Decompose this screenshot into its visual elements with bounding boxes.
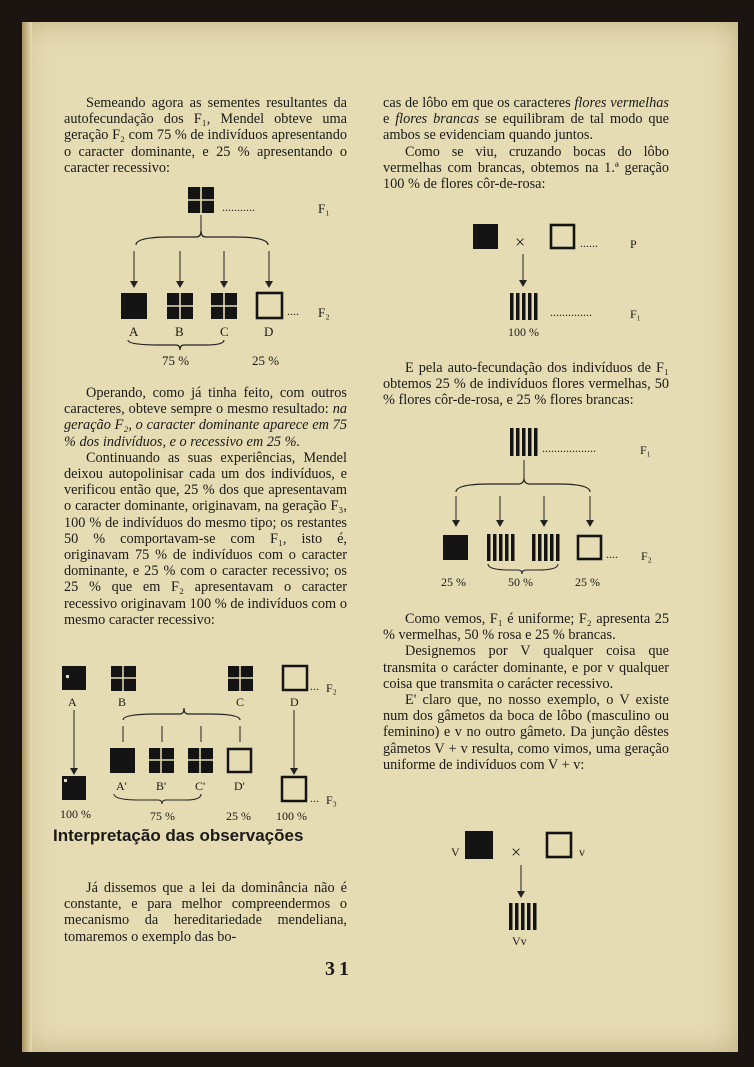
svg-text:..................: .................. xyxy=(542,441,596,455)
svg-text:D: D xyxy=(290,695,299,709)
svg-text:100 %: 100 % xyxy=(276,809,307,823)
f2-white-individual xyxy=(578,536,601,559)
section-heading: Interpretação das observações xyxy=(53,826,304,845)
svg-text:25 %: 25 % xyxy=(226,809,251,823)
svg-text:A: A xyxy=(129,324,139,339)
label-f1: F₁ xyxy=(318,201,330,216)
f3-individual-c-prime xyxy=(188,748,213,773)
label-v: v xyxy=(579,845,585,859)
left-column-top xyxy=(64,95,347,176)
paragraph: Semeando agora as sementes resultantes da autofecundação dos F₁, Mendel obteve uma geração F₂ com 75 % de indivíduos apresentando o caracter dominante, e 25 % apresentando o caracter recessivo: xyxy=(64,95,347,176)
top-d-individual xyxy=(283,666,307,690)
dominant-gamete xyxy=(465,831,493,859)
cross-symbol: × xyxy=(515,232,526,252)
dotted-leader: ........... xyxy=(222,200,255,214)
label-p: P xyxy=(630,237,637,251)
svg-text:....: .... xyxy=(606,547,618,561)
page-spine-shadow xyxy=(22,22,32,1052)
top-c-individual xyxy=(228,666,253,691)
svg-text:C: C xyxy=(236,695,245,709)
right-column-top: cas de lôbo em que os caracteres flores vermelhas e flores brancas se equilibram de tal modo que ambos se evidenciam quando juntos. Como se viu, cruzando bocas do lôbo vermelhas com brancas, obtemos na 1.ª geração 100 % de flores côr-de-rosa: xyxy=(383,95,669,193)
f2-pink-individual-2 xyxy=(532,534,560,561)
svg-text:25 %: 25 % xyxy=(575,575,600,589)
f3-individual-d-prime xyxy=(228,749,251,772)
svg-text:D: D xyxy=(264,324,274,339)
f1-individual xyxy=(188,187,214,213)
white-parent xyxy=(551,225,574,248)
label-Vv: Vv xyxy=(512,934,527,948)
red-parent xyxy=(473,224,498,249)
svg-text:...: ... xyxy=(310,679,319,693)
recessive-gamete xyxy=(547,833,571,857)
top-a-individual xyxy=(62,666,86,690)
svg-text:B: B xyxy=(118,695,127,709)
top-b-individual xyxy=(111,666,136,691)
page-number: 31 xyxy=(325,958,353,980)
svg-text:...: ... xyxy=(310,791,319,805)
svg-text:50 %: 50 % xyxy=(508,575,533,589)
f2-pink-individual-1 xyxy=(487,534,515,561)
label-f1: F₁ xyxy=(630,307,641,321)
svg-text:..............: .............. xyxy=(550,305,592,319)
diagram-self-fertilisation xyxy=(438,424,670,592)
svg-text:A': A' xyxy=(116,779,127,793)
f2-individual-c xyxy=(211,293,237,319)
hybrid-individual xyxy=(509,903,537,930)
svg-text:....: .... xyxy=(287,304,299,318)
diagram-gametes-union xyxy=(448,825,608,950)
f3-individual-a-prime xyxy=(110,748,135,773)
f3-individual-a-line xyxy=(62,776,86,800)
svg-text:A: A xyxy=(68,695,77,709)
f3-individual-d-line xyxy=(282,777,306,801)
right-column-middle: E pela auto-fecundação dos indivíduos de F₁ obtemos 25 % de indivíduos flores vermelhas, 50 % flores côr-de-rosa, e 25 % flores brancas: xyxy=(383,360,669,409)
label-f2: F₂ xyxy=(318,305,330,320)
f1-pink-parent xyxy=(510,428,538,456)
arrows xyxy=(134,251,269,283)
f3-individual-b-prime xyxy=(149,748,174,773)
svg-text:......: ...... xyxy=(580,236,598,250)
right-column-bottom: Como vemos, F₁ é uniforme; F₂ apresenta 25 % vermelhas, 50 % rosa e 25 % brancas. Designemos por V qualquer coisa que transmita o carácter dominante, e por v qualquer coisa que transmita o carácter recessivo. E' claro que, no nosso exemplo, o V existe num dos gâmetos da boca de lôbo (masculino ou feminino) e v no outro gâmeto. Da junção dêstes gâmetos V + v resulta, como vimos, uma geração uniforme de indivíduos com V + v: xyxy=(383,611,669,773)
svg-text:D': D' xyxy=(234,779,245,793)
f2-red-individual xyxy=(443,535,468,560)
label-V: V xyxy=(451,845,460,859)
svg-text:25 %: 25 % xyxy=(441,575,466,589)
left-column-bottom: Já dissemos que a lei da dominância não é constante, e para melhor compreendermos o mecanismo da hereditariedade mendeliana, tomaremos o exemplo das bo- xyxy=(64,880,347,945)
svg-text:B': B' xyxy=(156,779,167,793)
pct-dominant: 75 % xyxy=(162,353,190,368)
svg-text:75 %: 75 % xyxy=(150,809,175,823)
label-f2: F₂ xyxy=(326,681,337,695)
f2-individual-a xyxy=(121,293,147,319)
label-f2: F₂ xyxy=(641,549,652,563)
f2-individual-b xyxy=(167,293,193,319)
diagram-f2-f3 xyxy=(58,662,358,822)
label-f1: F₁ xyxy=(640,443,651,457)
svg-text:C: C xyxy=(220,324,229,339)
f2-individual-d-recessive xyxy=(257,293,282,318)
svg-text:B: B xyxy=(175,324,184,339)
pct-recessive: 25 % xyxy=(252,353,280,368)
left-column-middle: Operando, como já tinha feito, com outros caracteres, obteve sempre o mesmo resultado: na geração F₂, o caracter dominante aparece em 75 % dos indivíduos, e o recessivo em 25 %. Continuando as suas experiências, Mendel deixou autopolinisar cada um dos indivíduos, e verificou então que, 25 % dos que apresentavam o caracter dominante, originavam, na geração F₃, 100 % de indivíduos do mesmo tipo; os restantes 50 % comportavam-se com F₁, isto é, originavam 75 % de indivíduos com o caracter dominante, e 25 % com o caracter recessivo; os 25 % que em F₂ apresentavam o caracter recessivo originavam 100 % de indivíduos com o mesmo caracter recessivo: xyxy=(64,385,348,628)
cross-symbol: × xyxy=(511,842,522,862)
diagram-cross-red-white xyxy=(470,220,670,342)
pct-100: 100 % xyxy=(508,325,539,339)
svg-text:100 %: 100 % xyxy=(60,807,91,821)
label-f3: F₃ xyxy=(326,793,337,807)
svg-text:C': C' xyxy=(195,779,206,793)
diagram-f1-f2-dominance xyxy=(110,185,350,370)
f1-pink-individual xyxy=(510,293,538,320)
